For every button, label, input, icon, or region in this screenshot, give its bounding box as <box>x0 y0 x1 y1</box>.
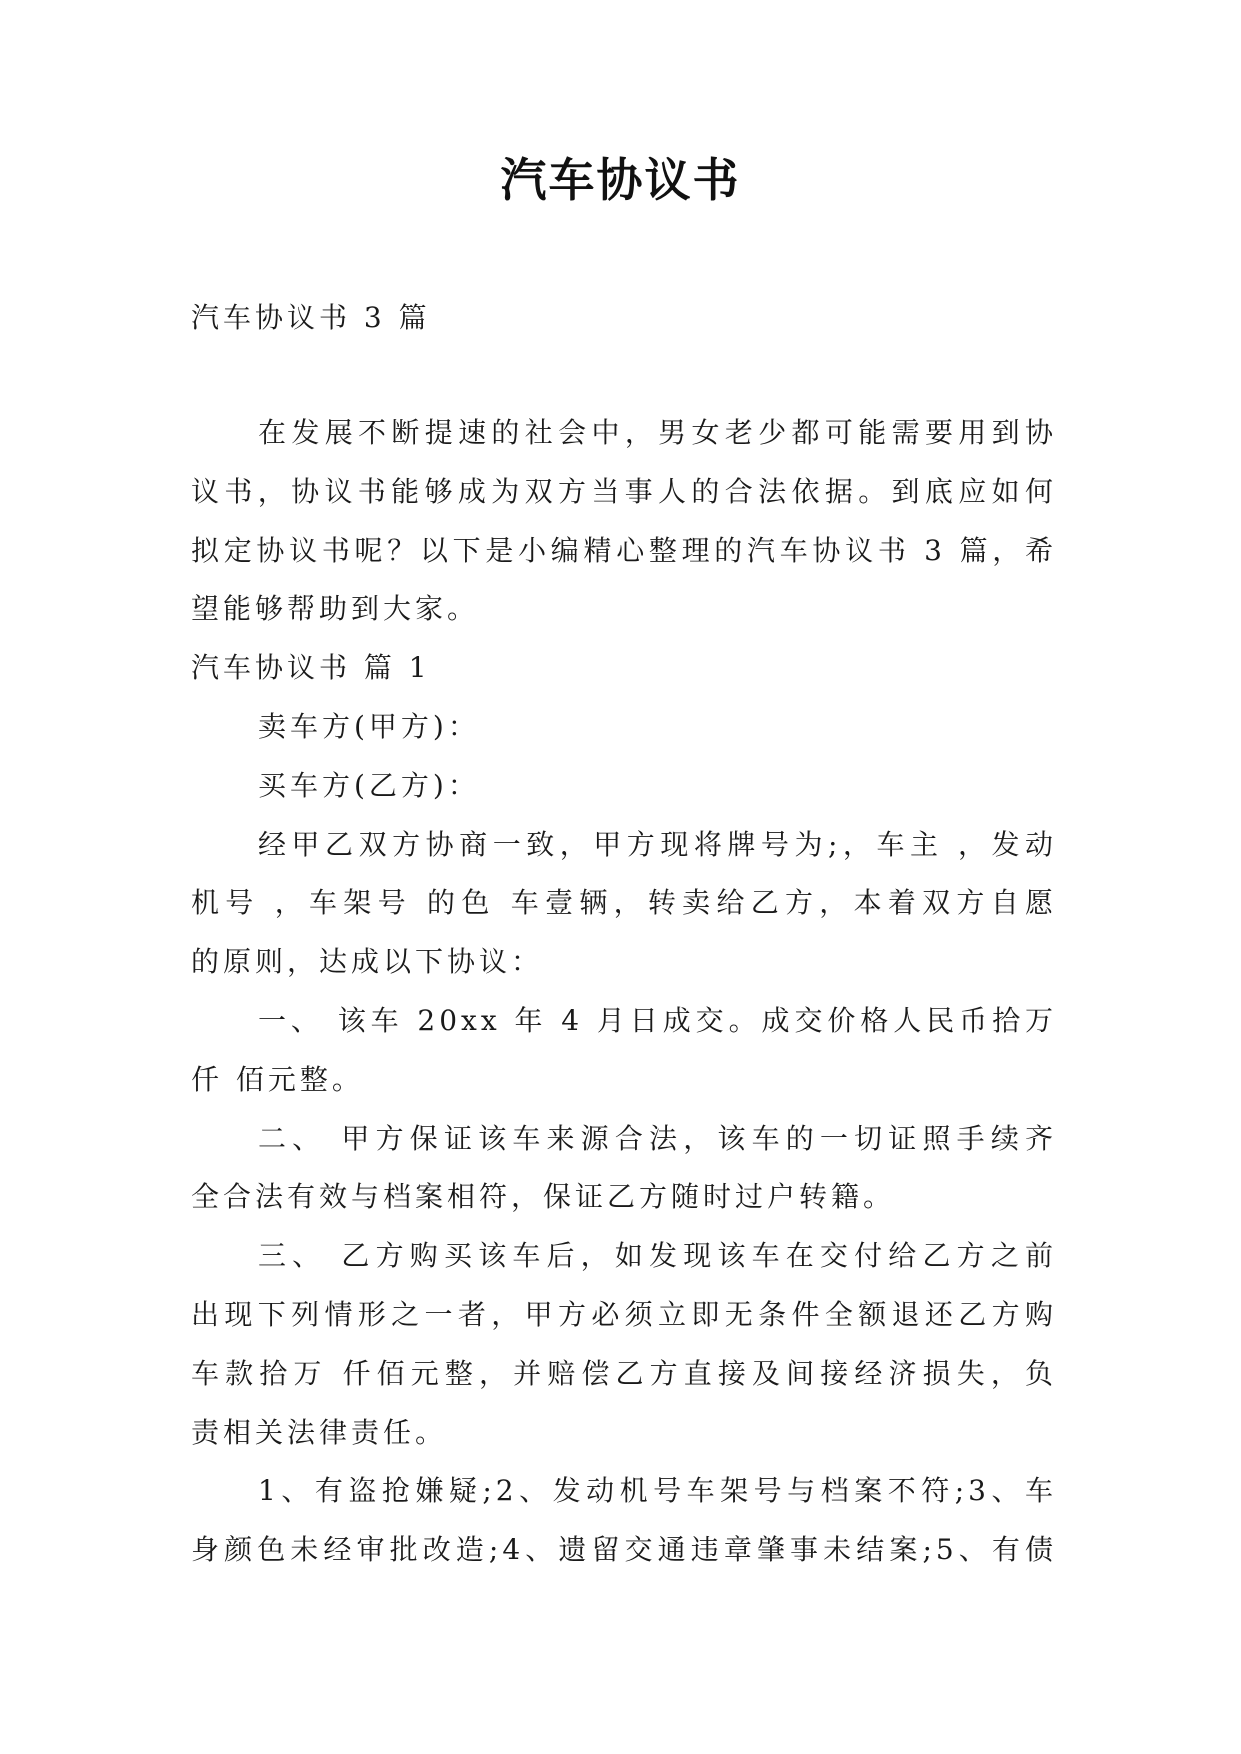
section-heading-text: 汽车协议书 篇 1 <box>191 651 431 685</box>
paragraph-line: 的原则，达成以下协议： <box>191 945 544 979</box>
paragraph-line: 拟定协议书呢？以下是小编精心整理的汽车协议书 3 篇，希 <box>191 533 1057 567</box>
paragraph-line: 车款拾万 仟佰元整，并赔偿乙方直接及间接经济损失，负 <box>191 1356 1057 1390</box>
document-title: 汽车协议书 <box>500 153 741 207</box>
paragraph-line: 全合法有效与档案相符，保证乙方随时过户转籍。 <box>191 1180 896 1214</box>
document-subtitle: 汽车协议书 3 篇 <box>191 301 431 334</box>
paragraph <box>191 816 1057 992</box>
paragraph-line: 议书，协议书能够成为双方当事人的合法依据。到底应如何 <box>191 474 1057 508</box>
paragraph <box>191 992 1057 1110</box>
paragraph <box>191 404 1057 639</box>
paragraph <box>191 698 1057 757</box>
paragraph-line: 望能够帮助到大家。 <box>191 592 480 626</box>
section-heading <box>191 639 1057 698</box>
paragraph-line: 仟 佰元整。 <box>191 1062 364 1096</box>
paragraph-line: 身颜色未经审批改造;4、遗留交通违章肇事未结案;5、有债 <box>191 1533 1057 1567</box>
paragraph-line: 二、 甲方保证该车来源合法，该车的一切证照手续齐 <box>258 1121 1057 1155</box>
paragraph <box>191 1227 1057 1462</box>
paragraph-line: 买车方(乙方)： <box>258 768 480 802</box>
paragraph-line: 在发展不断提速的社会中，男女老少都可能需要用到协 <box>258 416 1057 449</box>
paragraph-line: 三、 乙方购买该车后，如发现该车在交付给乙方之前 <box>258 1239 1057 1273</box>
document-body <box>191 404 1057 1580</box>
paragraph <box>191 1110 1057 1228</box>
paragraph <box>191 1462 1057 1580</box>
paragraph-line: 责相关法律责任。 <box>191 1415 448 1449</box>
paragraph-line: 卖车方(甲方)： <box>258 709 480 743</box>
paragraph-line: 一、 该车 20xx 年 4 月日成交。成交价格人民币拾万 <box>258 1003 1057 1037</box>
paragraph <box>191 757 1057 816</box>
paragraph-line: 机号 ，车架号 的色 车壹辆，转卖给乙方，本着双方自愿 <box>191 886 1057 920</box>
paragraph-line: 出现下列情形之一者，甲方必须立即无条件全额退还乙方购 <box>191 1297 1057 1331</box>
paragraph-line: 经甲乙双方协商一致，甲方现将牌号为;，车主 ，发动 <box>258 827 1057 861</box>
paragraph-line: 1、有盗抢嫌疑;2、发动机号车架号与档案不符;3、车 <box>258 1474 1057 1508</box>
